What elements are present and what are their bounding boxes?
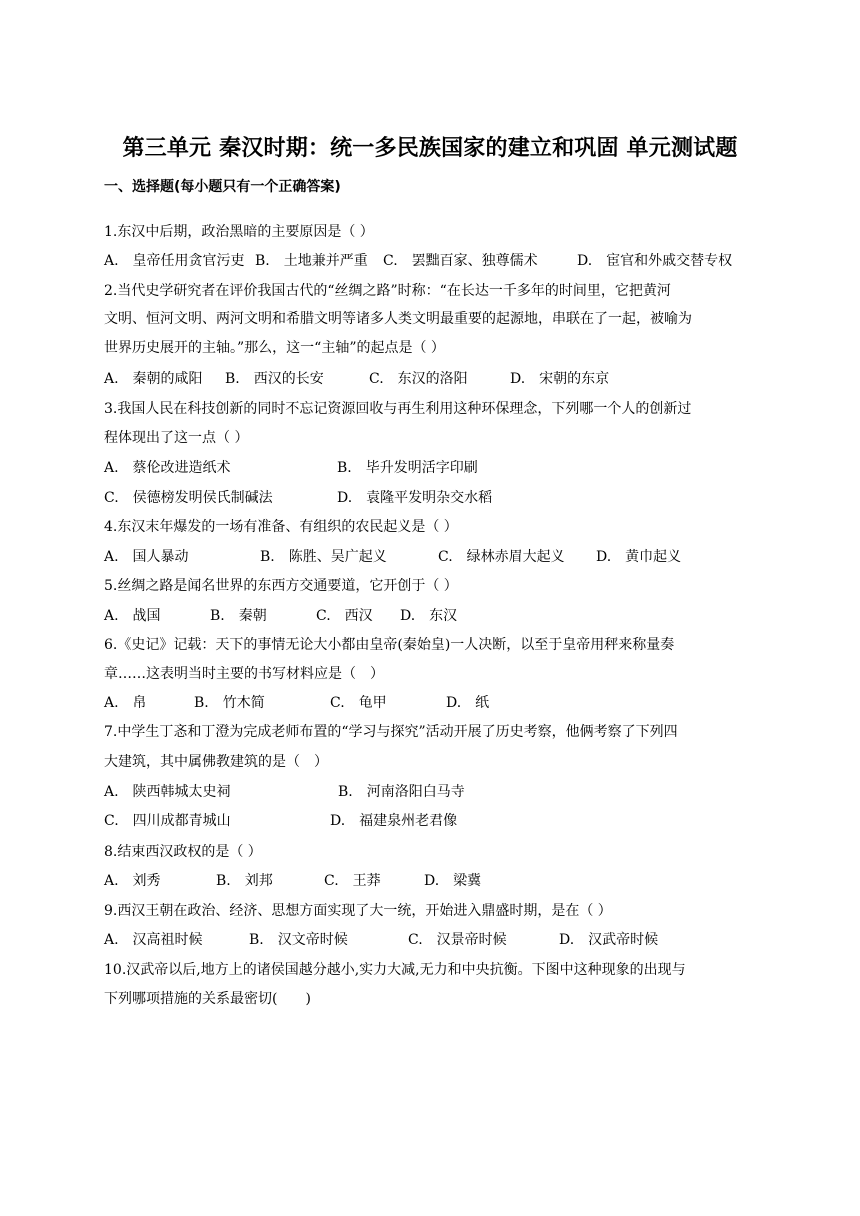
section-heading: 一、选择题(每小题只有一个正确答案)	[104, 179, 341, 195]
question-3-line-1: 3.我国人民在科技创新的同时不忘记资源回收与再生利用这种环保理念，下列哪一个人的创新过	[104, 401, 692, 417]
question-7-line-1: 7.中学生丁忞和丁澄为完成老师布置的“学习与探究”活动开展了历史考察，他俩考察了下列四	[104, 724, 678, 740]
question-8-option-D: D. 梁冀	[424, 873, 482, 889]
question-1-option-A: A. 皇帝任用贪官污吏	[104, 253, 245, 269]
question-6-line-1: 6.《史记》记载：天下的事情无论大小都由皇帝(秦始皇)一人决断，以至于皇帝用秤来称量奏	[104, 637, 675, 653]
question-1-option-B: B. 土地兼并严重	[255, 253, 368, 269]
question-8-option-A: A. 刘秀	[104, 873, 161, 889]
question-7-option-C: C. 四川成都青城山	[104, 813, 231, 829]
question-2-line-2: 文明、恒河文明、两河文明和希腊文明等诸多人类文明最重要的起源地，串联在了一起，被喻为	[104, 311, 692, 327]
question-1-option-D: D. 宦官和外戚交替专权	[577, 253, 733, 269]
question-2-option-B: B. 西汉的长安	[225, 371, 324, 387]
question-5-option-B: B. 秦朝	[210, 608, 267, 624]
question-5-option-A: A. 战国	[104, 608, 161, 624]
question-4-option-C: C. 绿林赤眉大起义	[438, 549, 565, 565]
question-2-line-1: 2.当代史学研究者在评价我国古代的“丝绸之路”时称：“在长达一千多年的时间里，它把黄河	[104, 283, 671, 299]
question-4-option-D: D. 黄巾起义	[596, 549, 682, 565]
question-7-option-A: A. 陕西韩城太史祠	[104, 784, 231, 800]
question-2-option-D: D. 宋朝的东京	[510, 371, 610, 387]
question-3-option-C: C. 侯德榜发明侯氏制碱法	[104, 490, 273, 506]
question-10-line-2: 下列哪项措施的关系最密切( )	[104, 991, 311, 1007]
question-7-option-B: B. 河南洛阳白马寺	[338, 784, 465, 800]
question-3-option-A: A. 蔡伦改进造纸术	[104, 460, 231, 476]
question-1-line-1: 1.东汉中后期，政治黑暗的主要原因是（ ）	[104, 224, 374, 240]
page-title: 第三单元 秦汉时期：统一多民族国家的建立和巩固 单元测试题	[122, 136, 738, 161]
question-3-option-B: B. 毕升发明活字印刷	[337, 460, 478, 476]
question-3-option-D: D. 袁隆平发明杂交水稻	[337, 490, 493, 506]
question-5-option-D: D. 东汉	[400, 608, 458, 624]
question-8-option-B: B. 刘邦	[216, 873, 273, 889]
question-6-option-B: B. 竹木简	[194, 695, 265, 711]
question-5-line-1: 5.丝绸之路是闻名世界的东西方交通要道，它开创于（ ）	[104, 578, 458, 594]
question-6-line-2: 章……这表明当时主要的书写材料应是（ ）	[104, 666, 384, 682]
question-9-line-1: 9.西汉王朝在政治、经济、思想方面实现了大一统，开始进入鼎盛时期，是在（ ）	[104, 903, 612, 919]
question-8-option-C: C. 王莽	[324, 873, 381, 889]
question-7-line-2: 大建筑，其中属佛教建筑的是（ ）	[104, 754, 328, 770]
question-2-line-3: 世界历史展开的主轴。”那么，这一“主轴”的起点是（ ）	[104, 340, 445, 356]
question-4-line-1: 4.东汉末年爆发的一场有准备、有组织的农民起义是（ ）	[104, 519, 458, 535]
question-5-option-C: C. 西汉	[316, 608, 373, 624]
question-4-option-A: A. 国人暴动	[104, 549, 189, 565]
question-9-option-D: D. 汉武帝时候	[559, 932, 659, 948]
question-10-line-1: 10.汉武帝以后,地方上的诸侯国越分越小,实力大减,无力和中央抗衡。下图中这种现象的出现与	[104, 962, 686, 978]
question-3-line-2: 程体现出了这一点（ ）	[104, 430, 249, 446]
question-1-option-C: C. 罢黜百家、独尊儒术	[383, 253, 538, 269]
question-9-option-A: A. 汉高祖时候	[104, 932, 203, 948]
question-7-option-D: D. 福建泉州老君像	[330, 813, 458, 829]
question-8-line-1: 8.结束西汉政权的是（ ）	[104, 844, 262, 860]
question-9-option-C: C. 汉景帝时候	[408, 932, 507, 948]
question-6-option-C: C. 龟甲	[330, 695, 387, 711]
question-9-option-B: B. 汉文帝时候	[249, 932, 348, 948]
question-6-option-D: D. 纸	[446, 695, 490, 711]
question-2-option-A: A. 秦朝的咸阳	[104, 371, 203, 387]
question-4-option-B: B. 陈胜、吴广起义	[260, 549, 387, 565]
question-2-option-C: C. 东汉的洛阳	[369, 371, 468, 387]
question-6-option-A: A. 帛	[104, 695, 147, 711]
